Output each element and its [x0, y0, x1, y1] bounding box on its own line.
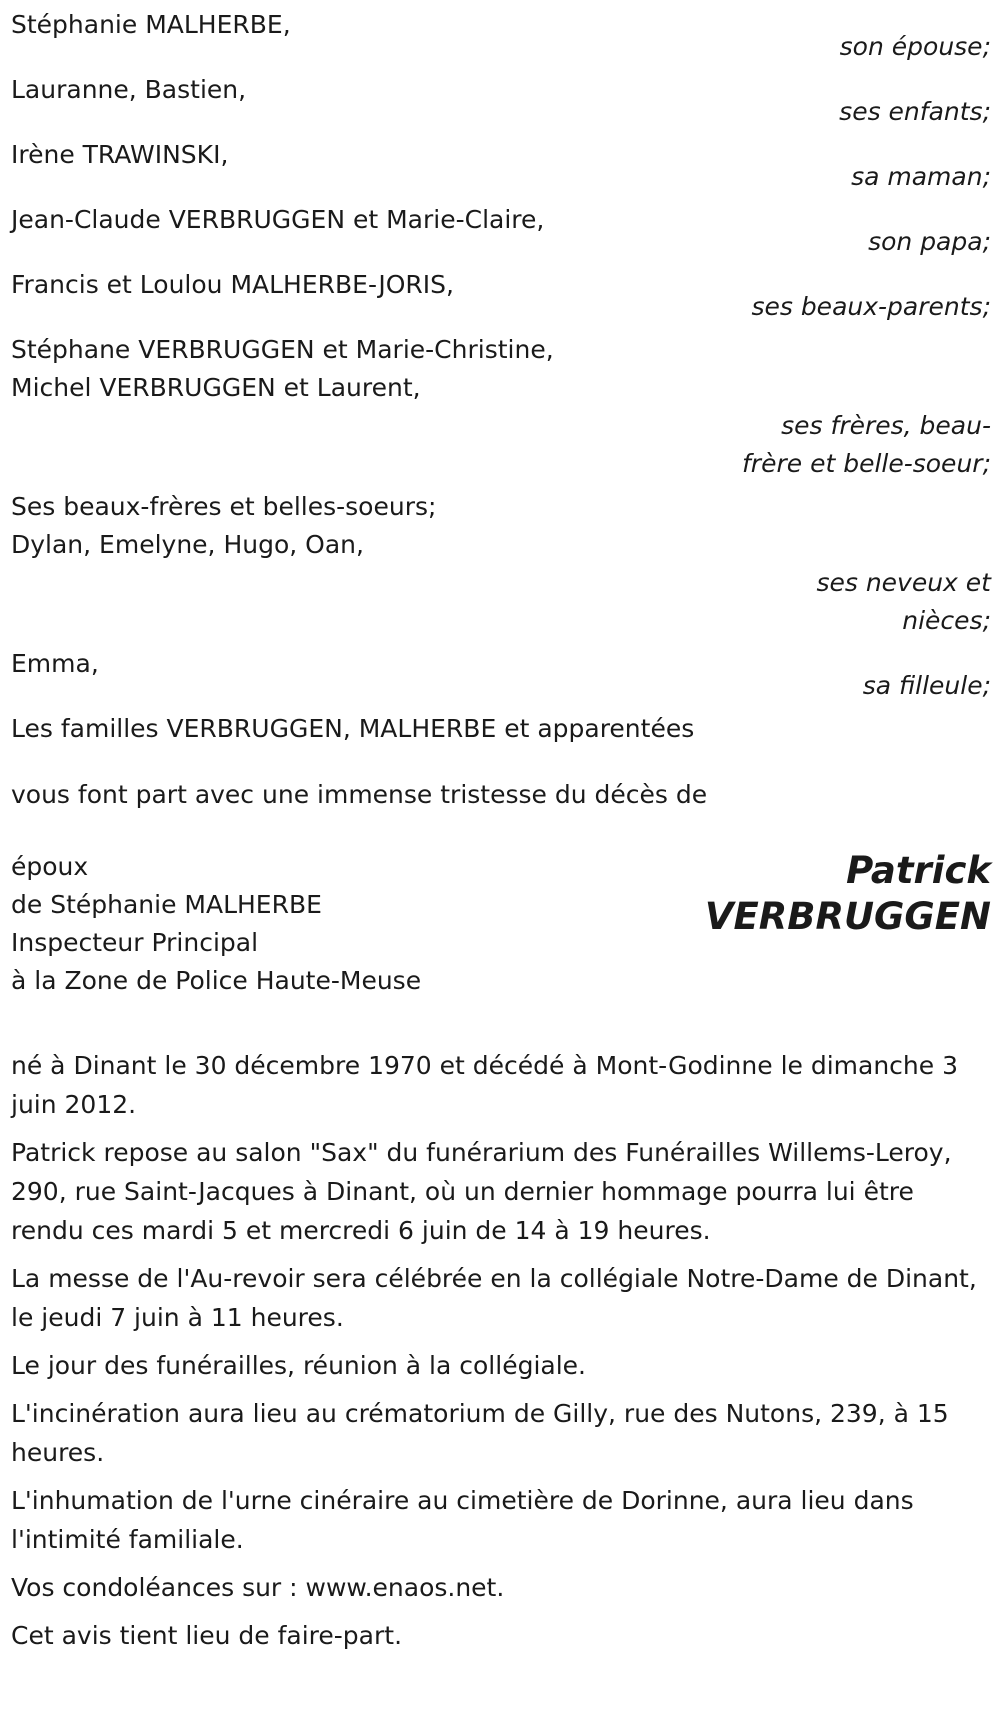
details-paragraph: Vos condoléances sur : www.enaos.net. — [11, 1573, 505, 1602]
deceased-last-name: VERBRUGGEN — [704, 895, 991, 938]
family-relation: son épouse; — [839, 32, 991, 61]
details-paragraph: né à Dinant le 30 décembre 1970 et décédé à Mont-Godinne le dimanche 3 juin 2012. — [11, 1051, 958, 1119]
families-line: Les familles VERBRUGGEN, MALHERBE et apparentées — [11, 714, 695, 743]
family-relation: son papa; — [868, 227, 991, 256]
family-names: Michel VERBRUGGEN et Laurent, — [11, 373, 421, 402]
family-relation: ses neveux et nièces; — [816, 568, 991, 635]
deceased-name — [705, 848, 991, 940]
details-paragraph: L'inhumation de l'urne cinéraire au cimetière de Dorinne, aura lieu dans l'intimité familiale. — [11, 1486, 914, 1554]
family-relation: ses beaux-parents; — [751, 292, 991, 321]
announcement-intro: vous font part avec une immense tristesse du décès de — [11, 780, 708, 809]
deceased-first-name: Patrick — [846, 849, 991, 892]
details-paragraph: Le jour des funérailles, réunion à la collégiale. — [11, 1351, 586, 1380]
family-relation: ses frères, beau-frère et belle-soeur; — [742, 411, 991, 478]
family-relation: sa maman; — [851, 162, 991, 191]
deceased-info-line: époux — [11, 852, 89, 881]
details-paragraph: La messe de l'Au-revoir sera célébrée en la collégiale Notre-Dame de Dinant, le jeudi 7 juin à 11 heures. — [11, 1264, 977, 1332]
deceased-block — [11, 848, 991, 1008]
deceased-info-line: de Stéphanie MALHERBE — [11, 890, 322, 919]
obituary-notice — [11, 6, 991, 1664]
family-entry — [11, 488, 991, 640]
family-names: Ses beaux-frères et belles-soeurs; — [11, 492, 437, 521]
family-relation: sa filleule; — [862, 671, 991, 700]
family-names: Dylan, Emelyne, Hugo, Oan, — [11, 530, 364, 559]
deceased-info — [11, 848, 421, 1000]
family-names: Jean-Claude VERBRUGGEN et Marie-Claire, — [11, 205, 545, 234]
deceased-info-line: à la Zone de Police Haute-Meuse — [11, 966, 422, 995]
family-entry — [11, 71, 991, 131]
family-names: Stéphanie MALHERBE, — [11, 10, 291, 39]
family-names: Emma, — [11, 649, 99, 678]
family-entry — [11, 201, 991, 261]
family-entry — [11, 331, 991, 483]
family-entry — [11, 136, 991, 196]
family-entry — [11, 645, 991, 705]
family-relation: ses enfants; — [839, 97, 991, 126]
details-paragraph: Cet avis tient lieu de faire-part. — [11, 1621, 403, 1650]
family-entry — [11, 6, 991, 66]
family-names: Stéphane VERBRUGGEN et Marie-Christine, — [11, 335, 554, 364]
details-paragraph: L'incinération aura lieu au crématorium de Gilly, rue des Nutons, 239, à 15 heures. — [11, 1399, 949, 1467]
family-names: Lauranne, Bastien, — [11, 75, 247, 104]
family-names: Francis et Loulou MALHERBE-JORIS, — [11, 270, 454, 299]
family-names: Irène TRAWINSKI, — [11, 140, 229, 169]
details-paragraph: Patrick repose au salon "Sax" du funérarium des Funérailles Willems-Leroy, 290, rue Saint-Jacques à Dinant, où un dernier hommage pourra lui être rendu ces mardi 5 et mercredi 6 juin de 14 à 19 heures. — [11, 1138, 952, 1245]
family-entry — [11, 266, 991, 326]
deceased-info-line: Inspecteur Principal — [11, 928, 259, 957]
